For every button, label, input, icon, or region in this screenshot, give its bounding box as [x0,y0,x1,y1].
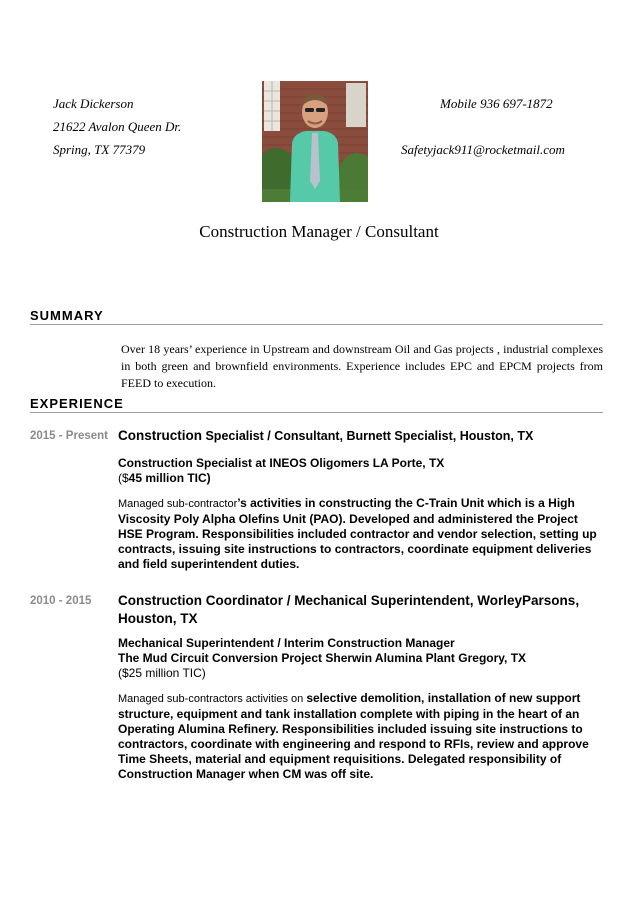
job-description-body: selective demolition, installation of new support structure, equipment and tank installation complete with piping in the heart of an Operating Alumina Refinery. Responsibilities included issuing site instructions to contractors, coordinate with engineering and respond to RFIs, review and approve Time Sheets, material and equipment requisitions. Delegated responsibility of Construction Manager when CM was off site. [118,691,589,781]
experience-divider [30,412,603,413]
job-description [118,691,598,782]
summary-text: Over 18 years’ experience in Upstream and downstream Oil and Gas projects , industrial complexes in both green and brownfield environments. Experience includes EPC and EPCM projects from FEED to execution. [121,342,603,390]
job-budget [118,471,588,486]
candidate-name: Jack Dickerson [53,96,134,111]
job-budget-prefix: ($ [118,471,129,485]
resume-title: Construction Manager / Consultant [199,222,439,241]
profile-photo [262,81,368,202]
job-description-lead: Managed sub-contractors activities on [118,693,307,705]
job-dates: 2015 - Present [30,430,108,442]
job-description [118,496,598,572]
job-dates: 2010 - 2015 [30,595,92,607]
job-description-body: ’s activities in constructing the C-Train Unit which is a High Viscosity Poly Alpha Olefins Unit (PAO). Developed and administered the Project HSE Program. Responsibilities included contractor and vendor selection, setting up contracts, issuing site instructions to contractors, coordinate equipment deliveries and field superintendent duties. [118,496,597,571]
address-line-1: 21622 Avalon Queen Dr. [53,119,182,134]
job-budget-value: ($25 million TIC) [118,666,206,680]
job-project: The Mud Circuit Conversion Project Sherwin Alumina Plant Gregory, TX [118,651,527,665]
job-title-rest: Specialist / Consultant, Burnett Specialist, Houston, TX [202,429,534,443]
job-budget-value: 45 million TIC) [128,471,211,485]
job-title: Construction Coordinator / Mechanical Superintendent, WorleyParsons, Houston, TX [118,593,580,626]
job-description-lead: Managed sub-contractor [118,498,238,510]
summary-divider [30,324,603,325]
email-address: Safetyjack911@rocketmail.com [401,142,565,157]
summary-heading: SUMMARY [30,308,104,323]
job-subtitle: Mechanical Superintendent / Interim Construction Manager [118,636,455,650]
mobile-number: Mobile 936 697-1872 [440,96,553,111]
job-subtitle: Construction Specialist at INEOS Oligomers LA Porte, TX [118,456,445,470]
job-budget [118,666,588,681]
job-title-main: Construction [118,428,202,443]
job-title [118,427,588,445]
address-line-2: Spring, TX 77379 [53,142,146,157]
experience-heading: EXPERIENCE [30,396,124,411]
